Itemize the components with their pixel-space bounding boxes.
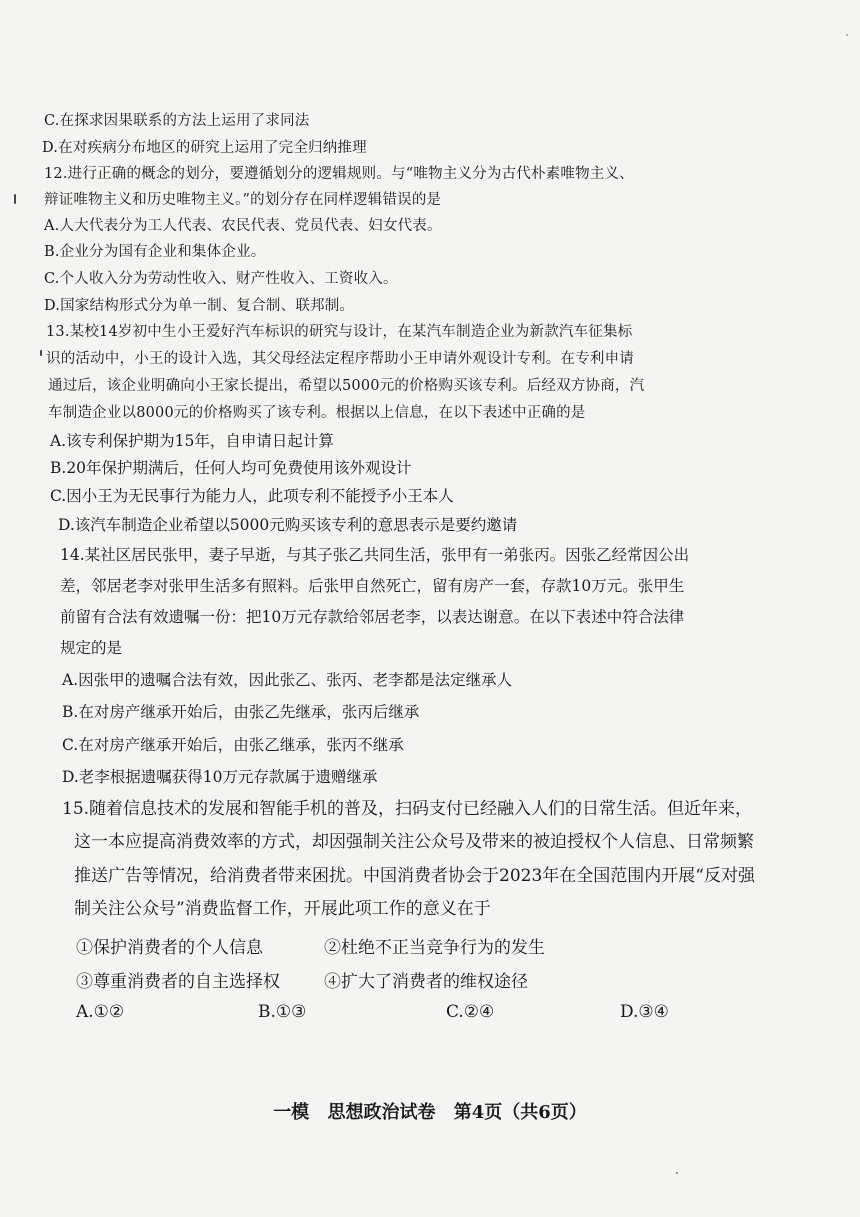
q11-option-c: C.在探求因果联系的方法上运用了求同法 xyxy=(44,113,310,129)
q13-option-d: D.该汽车制造企业希望以5000元购买该专利的意思表示是要约邀请 xyxy=(58,516,518,534)
q15-choice-b: B.①③ xyxy=(258,1002,307,1022)
footer-subject: 思想政治试卷 xyxy=(327,1102,436,1123)
q11-option-d: D.在对疾病分布地区的研究上运用了完全归纳推理 xyxy=(42,140,367,156)
q13-option-c: C.因小王为无民事行为能力人，此项专利不能授予小王本人 xyxy=(50,487,454,505)
q15-stem-line1: 15.随着信息技术的发展和智能手机的普及，扫码支付已经融入人们的日常生活。但近年来， xyxy=(62,799,753,819)
q15-choice-d: D.③④ xyxy=(620,1002,669,1022)
q15-choice-a: A.①② xyxy=(76,1002,125,1022)
q14-stem-line1: 14.某社区居民张甲，妻子早逝，与其子张乙共同生活，张甲有一弟张丙。因张乙经常因公出 xyxy=(60,546,690,564)
q15-statement-2: ②杜绝不正当竞争行为的发生 xyxy=(324,938,545,958)
q14-option-d: D.老李根据遗嘱获得10万元存款属于遗赠继承 xyxy=(62,768,378,786)
q15-stem-line2: 这一本应提高消费效率的方式，却因强制关注公众号及带来的被迫授权个人信息、日常频繁 xyxy=(74,832,754,852)
q15-statement-4: ④扩大了消费者的维权途径 xyxy=(324,972,528,992)
q13-stem-line4: 车制造企业以8000元的价格购买了该专利。根据以上信息，在以下表述中正确的是 xyxy=(48,405,586,421)
scan-speck xyxy=(676,1172,678,1174)
q15-stem-line4: 制关注公众号”消费监督工作，开展此项工作的意义在于 xyxy=(74,899,491,919)
q15-stem-line3: 推送广告等情况，给消费者带来困扰。中国消费者协会于2023年在全国范围内开展“反对强 xyxy=(74,866,755,886)
scan-speck xyxy=(14,194,16,204)
q12-option-b: B.企业分为国有企业和集体企业。 xyxy=(44,244,266,260)
q13-option-b: B.20年保护期满后，任何人均可免费使用该外观设计 xyxy=(50,459,412,477)
q13-stem-line3: 通过后，该企业明确向小王家长提出，希望以5000元的价格购买该专利。后经双方协商，汽 xyxy=(48,378,645,394)
q12-option-c: C.个人收入分为劳动性收入、财产性收入、工资收入。 xyxy=(44,271,398,287)
footer-exam: 一模 xyxy=(273,1102,310,1123)
scan-speck xyxy=(846,34,848,36)
q13-stem-line2: 识的活动中，小王的设计入选，其父母经法定程序帮助小王申请外观设计专利。在专利申请 xyxy=(46,351,634,367)
page-footer xyxy=(0,1098,860,1124)
q15-choice-c: C.②④ xyxy=(446,1002,495,1022)
q15-statement-3: ③尊重消费者的自主选择权 xyxy=(76,972,280,992)
q14-stem-line4: 规定的是 xyxy=(60,639,123,657)
q13-stem-line1: 13.某校14岁初中生小王爱好汽车标识的研究与设计，在某汽车制造企业为新款汽车征集标 xyxy=(46,324,633,340)
q14-option-c: C.在对房产继承开始后，由张乙继承，张丙不继承 xyxy=(62,736,404,754)
q14-option-b: B.在对房产继承开始后，由张乙先继承，张丙后继承 xyxy=(62,703,420,721)
q13-option-a: A.该专利保护期为15年，自申请日起计算 xyxy=(50,432,334,450)
scan-speck xyxy=(40,350,42,356)
q15-statement-1: ①保护消费者的个人信息 xyxy=(76,938,263,958)
q12-option-d: D.国家结构形式分为单一制、复合制、联邦制。 xyxy=(44,298,355,314)
q14-option-a: A.因张甲的遗嘱合法有效，因此张乙、张丙、老李都是法定继承人 xyxy=(62,671,513,689)
q14-stem-line3: 前留有合法有效遗嘱一份：把10万元存款给邻居老李，以表达谢意。在以下表述中符合法律 xyxy=(60,608,685,626)
q12-stem-line1: 12.进行正确的概念的划分，要遵循划分的逻辑规则。与“唯物主义分为古代朴素唯物主义、 xyxy=(44,166,634,182)
q12-stem-line2: 辩证唯物主义和历史唯物主义。”的划分存在同样逻辑错误的是 xyxy=(44,192,442,208)
q12-option-a: A.人大代表分为工人代表、农民代表、党员代表、妇女代表。 xyxy=(44,218,442,234)
q14-stem-line2: 差，邻居老李对张甲生活多有照料。后张甲自然死亡，留有房产一套，存款10万元。张甲生 xyxy=(60,577,685,595)
footer-page-number: 第4页（共6页） xyxy=(453,1102,587,1123)
